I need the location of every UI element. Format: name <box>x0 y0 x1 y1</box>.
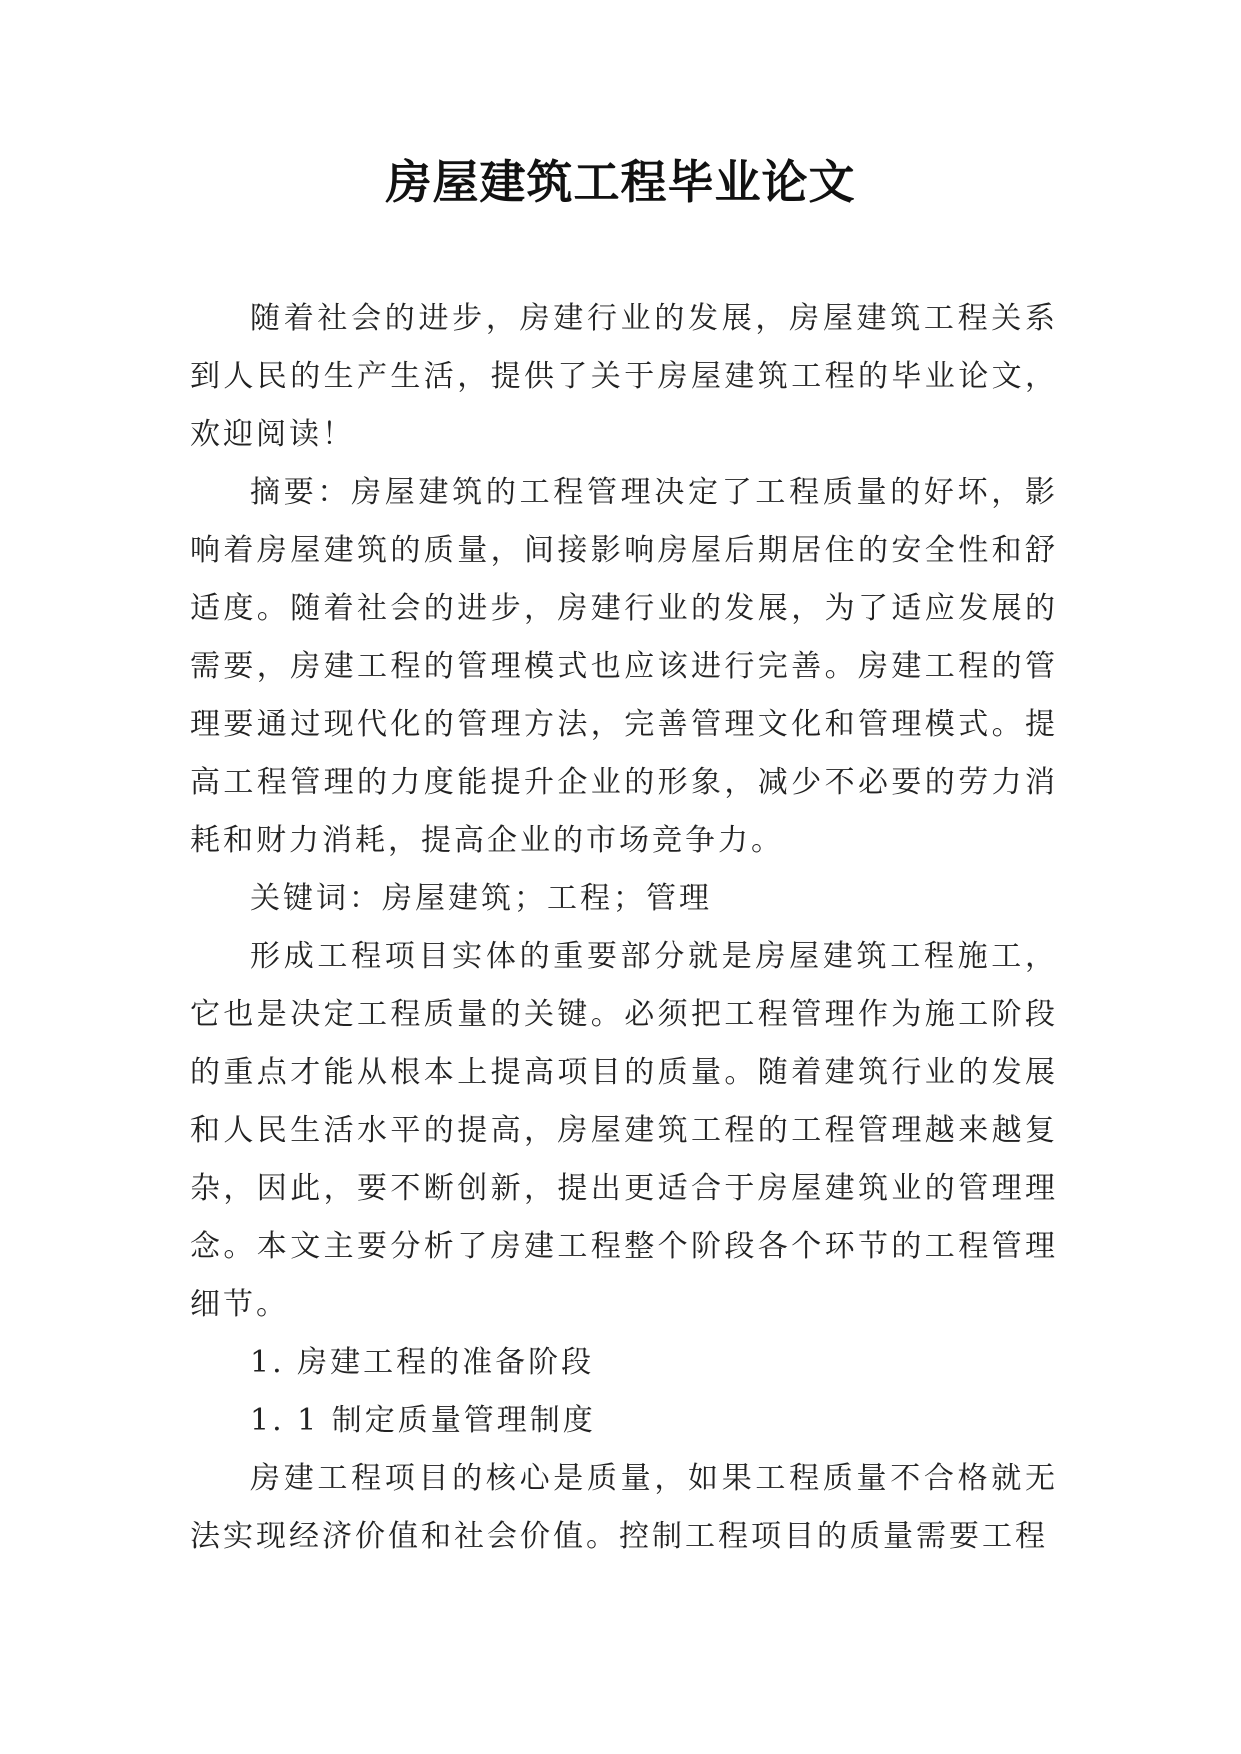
intro-paragraph: 随着社会的进步，房建行业的发展，房屋建筑工程关系到人民的生产生活，提供了关于房屋建筑工程的毕业论文，欢迎阅读！ <box>190 301 1058 452</box>
document-body <box>190 290 1058 1566</box>
keywords-paragraph: 关键词：房屋建筑；工程；管理 <box>250 881 712 916</box>
section-heading: 1. 房建工程的准备阶段 <box>250 1345 595 1380</box>
body-paragraph: 房建工程项目的核心是质量，如果工程质量不合格就无法实现经济价值和社会价值。控制工程项目的质量需要工程 <box>190 1461 1058 1554</box>
document-title: 房屋建筑工程毕业论文 <box>385 155 856 209</box>
abstract-paragraph: 摘要：房屋建筑的工程管理决定了工程质量的好坏，影响着房屋建筑的质量，间接影响房屋后期居住的安全性和舒适度。随着社会的进步，房建行业的发展，为了适应发展的需要，房建工程的管理模式也应该进行完善。房建工程的管理要通过现代化的管理方法，完善管理文化和管理模式。提高工程管理的力度能提升企业的形象，减少不必要的劳力消耗和财力消耗，提高企业的市场竞争力。 <box>190 475 1058 858</box>
body-paragraph: 形成工程项目实体的重要部分就是房屋建筑工程施工，它也是决定工程质量的关键。必须把工程管理作为施工阶段的重点才能从根本上提高项目的质量。随着建筑行业的发展和人民生活水平的提高，房屋建筑工程的工程管理越来越复杂，因此，要不断创新，提出更适合于房屋建筑业的管理理念。本文主要分析了房建工程整个阶段各个环节的工程管理细节。 <box>190 939 1058 1322</box>
subsection-heading: 1. 1 制定质量管理制度 <box>250 1403 596 1438</box>
